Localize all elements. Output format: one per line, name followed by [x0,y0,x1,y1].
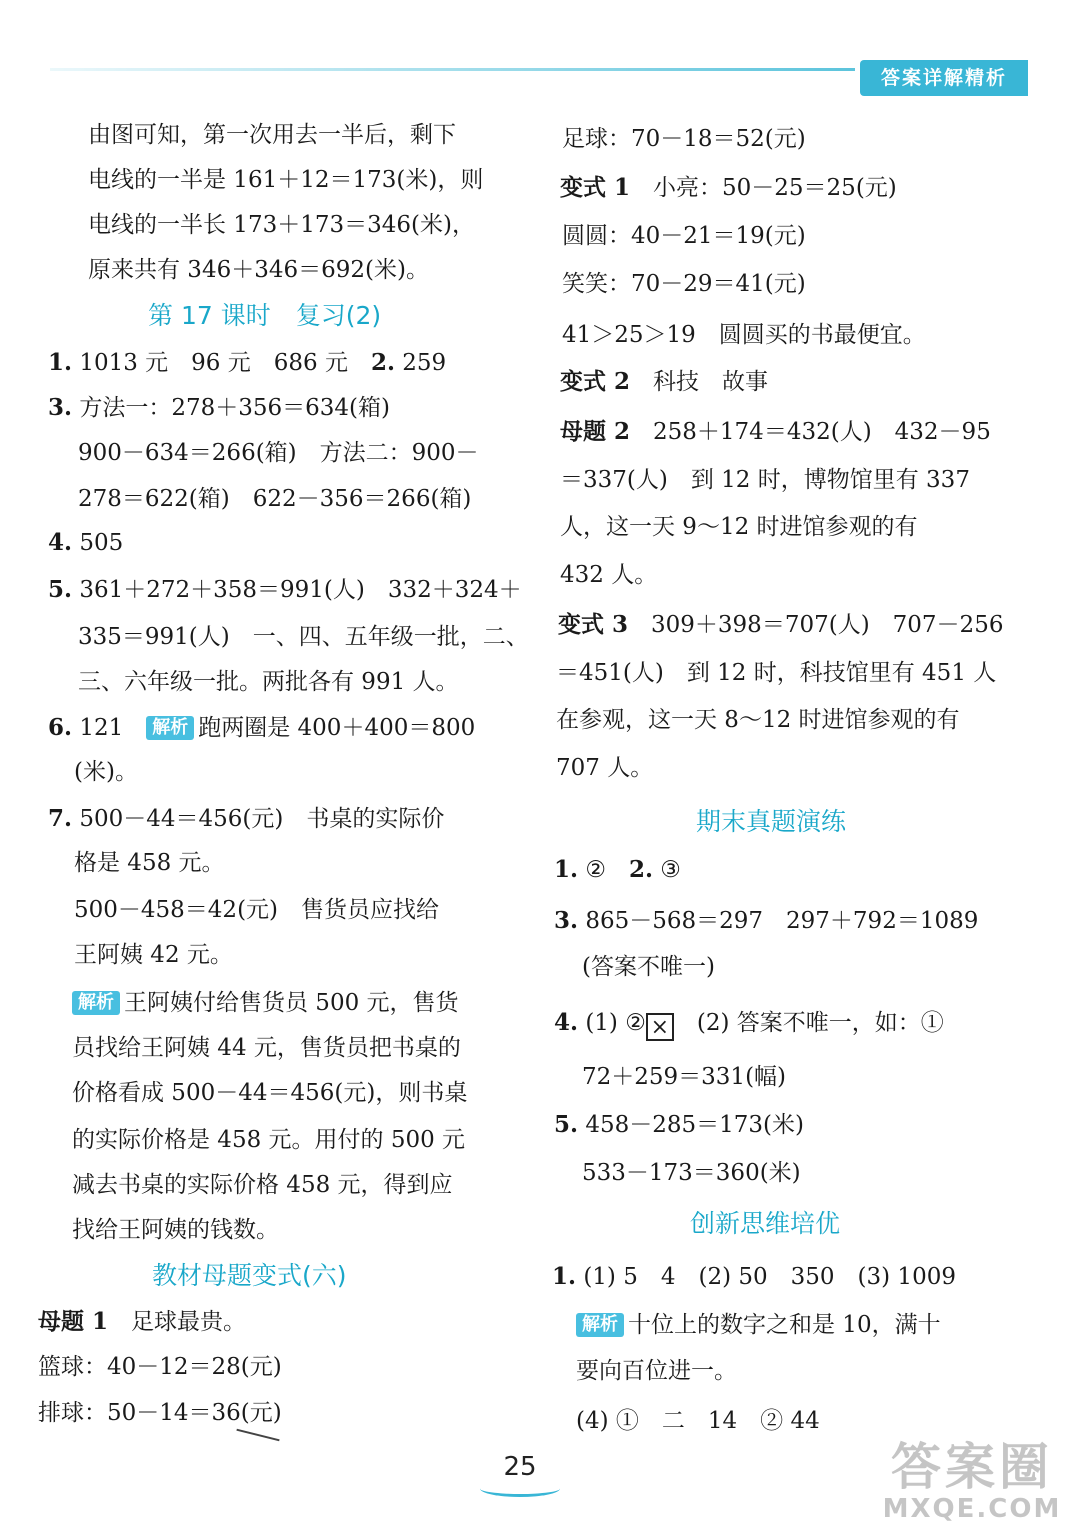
text-line: 原来共有 346＋346＝692(米)。 [88,257,429,283]
q-number: 2. [370,349,395,376]
text-line: 王阿姨 42 元。 [74,942,233,968]
cross-box: × [646,1013,674,1041]
q-number: 5. [48,576,73,603]
answer-text: 500－44＝456(元) 书桌的实际价 [72,806,445,832]
q-number: 3. [48,394,73,421]
watermark-logo [878,1440,1066,1524]
text-line: 电线的一半长 173＋173＝346(米)， [88,212,475,238]
text-line: (答案不唯一) [582,954,715,980]
answer-text: 259 [394,350,447,376]
answer-text: 458－285＝173(米) [578,1112,804,1138]
text-line: 找给王阿姨的钱数。 [72,1217,279,1243]
answer-text: 跑两圈是 400＋400＝800 [198,715,476,741]
text-line: 41＞25＞19 圆圆买的书最便宜。 [562,322,926,348]
answer-text: 258＋174＝432(人) 432－95 [630,419,991,445]
q-number: 4. [554,1009,579,1036]
text-line: 减去书桌的实际价格 458 元，得到应 [72,1172,453,1198]
q-number: 7. [48,805,73,832]
answer-line [48,713,475,743]
header-rule [50,68,855,71]
text-line: 335＝991(人) 一、四、五年级一批，二、 [78,624,529,650]
text-line: 707 人。 [556,755,654,781]
q-number: 5. [554,1111,579,1138]
text-line: 员找给王阿姨 44 元，售货员把书桌的 [72,1035,461,1061]
watermark-url: MXQE.COM [882,1494,1062,1524]
text-line: 笑笑：70－29＝41(元) [562,271,806,297]
analysis-line [576,1310,941,1340]
answer-text: (2) 答案不唯一，如：① [673,1010,944,1036]
text-line: 在参观，这一天 8～12 时进馆参观的有 [556,707,960,733]
q-number: 3. [554,907,579,934]
answer-line [558,610,1003,640]
text-line: 500－458＝42(元) 售货员应找给 [74,897,440,923]
text-line: 的实际价格是 458 元。用付的 500 元 [72,1127,466,1153]
q-number: 2. [628,856,653,883]
section-title: 第 17 课时 复习(2) [148,301,382,330]
section-title: 期末真题演练 [696,807,847,836]
answer-text: 865－568＝297 297＋792＝1089 [578,908,979,934]
answer-text: 505 [72,530,124,556]
text-line: 足球：70－18＝52(元) [562,126,806,152]
watermark-text: 答案圈 [891,1438,1053,1496]
q-number: 1. [554,856,579,883]
text-line: ＝337(人) 到 12 时，博物馆里有 337 [560,467,970,493]
analysis-tag: 解析 [576,1313,624,1337]
answer-text: 小亮：50－25＝25(元) [630,175,897,201]
q-number: 6. [48,714,73,741]
answer-line [552,1262,956,1292]
q-number: 4. [48,529,73,556]
answer-line [48,804,444,834]
analysis-tag: 解析 [72,991,120,1015]
mother-label: 母题 1 [38,1308,109,1335]
text-line: 900－634＝266(箱) 方法二：900－ [78,440,479,466]
q-number: 1. [552,1263,577,1290]
section-title: 创新思维培优 [690,1209,841,1238]
text-line: 三、六年级一批。两批各有 991 人。 [78,669,459,695]
text-line: 278＝622(箱) 622－356＝266(箱) [78,486,472,512]
answer-text: 121 [72,715,147,741]
answer-badge: 答案详解精析 [860,60,1028,96]
answer-line [554,1008,944,1041]
answer-text: 309＋398＝707(人) 707－256 [628,612,1004,638]
answer-line [560,173,897,203]
answer-text: ② [578,857,629,883]
q-number: 1. [48,349,73,376]
text-line: 由图可知，第一次用去一半后，剩下 [88,122,456,148]
answer-line [560,417,991,447]
mother-label: 母题 2 [560,418,631,445]
text-line: ＝451(人) 到 12 时，科技馆里有 451 人 [556,660,997,686]
text-line: 排球：50－14＝36(元) [38,1400,282,1426]
answer-text: 1013 元 96 元 686 元 [72,350,371,376]
text-line: 篮球：40－12＝28(元) [38,1354,282,1380]
text-line: 533－173＝360(米) [582,1160,801,1186]
answer-line [554,1110,804,1140]
answer-text: 361＋272＋358＝991(人) 332＋324＋ [72,577,522,603]
answer-text: ③ [652,857,681,883]
answer-line [554,855,681,885]
analysis-line [72,988,459,1018]
answer-line [560,367,768,397]
variant-label: 变式 1 [560,174,631,201]
page-number: 25 [503,1452,537,1482]
analysis-tag: 解析 [146,716,194,740]
variant-label: 变式 3 [558,611,629,638]
pen-mark [236,1429,279,1442]
analysis-text: 王阿姨付给售货员 500 元，售货 [124,990,459,1016]
answer-line [38,1307,246,1337]
answer-text: (1) 5 4 (2) 50 350 (3) 1009 [576,1264,956,1290]
text-line: 人，这一天 9～12 时进馆参观的有 [560,514,918,540]
answer-line [48,393,390,423]
answer-text: (1) ② [578,1010,646,1036]
variant-label: 变式 2 [560,368,631,395]
answer-line [554,906,978,936]
text-line: 圆圆：40－21＝19(元) [562,223,806,249]
text-line: (4) ① 二 14 ② 44 [576,1408,820,1434]
text-line: 电线的一半是 161＋12＝173(米)，则 [88,167,484,193]
text-line: 72＋259＝331(幅) [582,1064,787,1090]
answer-line [48,575,522,605]
text-line: 价格看成 500－44＝456(元)，则书桌 [72,1080,468,1106]
answer-text: 方法一：278＋356＝634(箱) [72,395,390,421]
text-line: 要向百位进一。 [576,1358,737,1384]
analysis-text: 十位上的数字之和是 10，满十 [628,1312,941,1338]
section-title: 教材母题变式(六) [152,1261,347,1290]
answer-text: 足球最贵。 [108,1309,247,1335]
answer-line [48,348,446,378]
text-line: 432 人。 [560,562,658,588]
text-line: (米)。 [74,759,138,785]
text-line: 格是 458 元。 [74,850,225,876]
answer-text: 科技 故事 [630,369,769,395]
answer-line [48,528,123,558]
page-number-underline [480,1480,560,1497]
